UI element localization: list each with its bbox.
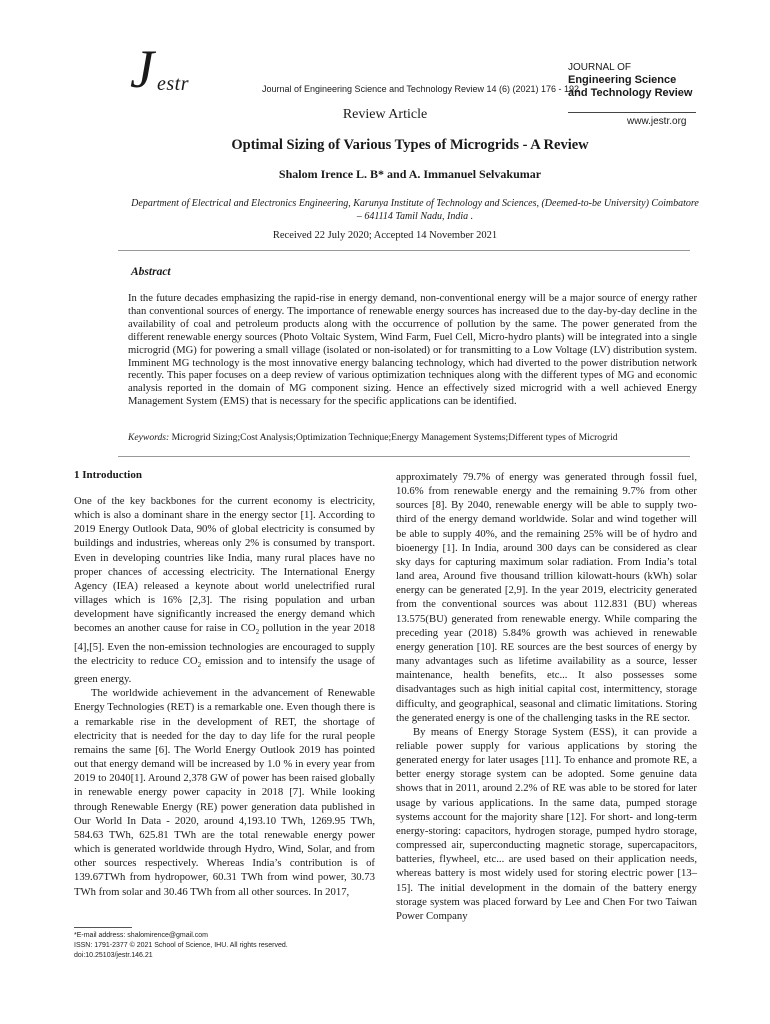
subscript: 2 xyxy=(255,628,260,637)
keywords-label: Keywords: xyxy=(128,432,170,443)
journal-name-line-2: and Technology Review xyxy=(568,87,693,99)
abstract-heading: Abstract xyxy=(131,266,171,278)
footnote-email: *E-mail address: shalomirence@gmail.com xyxy=(74,932,208,939)
paragraph: approximately 79.7% of energy was generated through fossil fuel, 10.6% from renewable energy and the remaining 9.7% from other sources [8]. By 2040, renewable energy will be able to supply two-third of the energy demand worldwide. Solar and wind together will be able to supply 40%, and the remaining 25% will be of hydro and bioenergy [1]. In India, around 300 days can be considered as clear sky days for capturing maximum solar radiation. From India’s total land area, Around five thousand trillion kilowatt-hours (kWh) solar energy can be generated [2,9]. In the year 2019, electricity generated from the conventional sources was about 112.831 (BU) whereas 13.575(BU) generated from renewable energy. While comparing the preceding year (2018) 5.84% growth was achieved in renewable energy generation [10]. RE sources are the best sources of energy by many advantages such as lifetime availability as a source, lesser maintenance, health benefits, etc... It also possesses some disadvantages such as high initial capital cost, intermittency, storage difficulty, and geographical, seasonal and climatic limitations. Storing the generated energy is one of the challenging tasks in the RE sector. xyxy=(396,471,697,724)
footnote-issn: ISSN: 1791-2377 © 2021 School of Science, IHU. All rights reserved. xyxy=(74,942,288,949)
journal-logo-text: estr xyxy=(157,73,189,95)
received-dates: Received 22 July 2020; Accepted 14 November 2021 xyxy=(272,230,498,241)
journal-citation-line: Journal of Engineering Science and Technology Review 14 (6) (2021) 176 - 192 xyxy=(262,84,580,94)
divider xyxy=(118,456,690,457)
paragraph: By means of Energy Storage System (ESS), it can provide a reliable power supply for various applications by storing the generated energy for later usages [11]. To enhance and promote RE, a better energy storage system can be adopted. Some genuine data shows that in 2011, around 2.2% of RE was able to be stored for later usage by various applications. In the same data, pumped storage systems account for the majority share [12]. For short- and long-term energy-storing: capacitors, hydrogen storage, pumped hydro storage, compressed air, superconducting magnetic storage, supercapacitors, batteries, flywheel, etc... are used based on their application needs, whereas battery is most widely used for storing electric power [13–15]. The initial development in the domain of the battery energy storage system was placed forward by Lee and Chen For two Taiwan Power Company xyxy=(396,725,697,922)
paper-title: Optimal Sizing of Various Types of Microgrids - A Review xyxy=(231,137,589,153)
author-affiliation: Department of Electrical and Electronics Engineering, Karunya Institute of Technology and Sciences, (Deemed-to-be University) Coimbatore – 641114 Tamil Nadu, India . xyxy=(131,198,699,222)
keywords-line xyxy=(128,432,697,443)
section-heading-introduction: 1 Introduction xyxy=(74,469,142,481)
footnote-rule xyxy=(74,927,132,928)
keywords-list: Microgrid Sizing;Cost Analysis;Optimization Technique;Energy Management Systems;Different types of Microgrid xyxy=(171,432,618,443)
subscript: 2 xyxy=(197,661,202,669)
paragraph-text: emission and to intensify the usage of green energy. xyxy=(74,654,375,686)
journal-of-label: JOURNAL OF xyxy=(568,62,631,73)
paper-authors: Shalom Irence L. B* and A. Immanuel Selvakumar xyxy=(278,167,542,181)
left-column xyxy=(74,494,375,899)
paragraph xyxy=(74,494,375,686)
article-type: Review Article xyxy=(342,107,428,122)
footnote-doi: doi:10.25103/jestr.146.21 xyxy=(74,952,153,959)
paragraph-text: pollution in the year 2018 [4],[5]. Even the non-emission technologies are encouraged to supply the electricity to reduce CO xyxy=(74,622,375,667)
paragraph-text: One of the key backbones for the current economy is electricity, which is also a dominant share in the energy sector [1]. According to 2019 Energy Outlook Data, 90% of global electricity is consumed by buildings and industries, whereas only 2% is consumed by transport. Even in developing countries like India, many rural places have no proper chances of accessing electricity. The International Energy Agency (IEA) released a keynote about world unelectrified rural villages which is 16% [2,3]. The rising population and urban development have significantly increased the energy demand which becomes an another cause for raise in CO xyxy=(74,495,375,635)
paragraph: The worldwide achievement in the advancement of Renewable Energy Technologies (RET) is a remarkable one. Even though there is a remarkable rise in the development of RET, the shortage of electricity that is needed for the day to day life for the rural people remains the same [6]. The World Energy Outlook 2019 has pointed out that energy demand will be increased by 1.0 % in every year from 2019 to 2040[1]. Around 2,378 GW of power has been raised globally in renewable energy power capacity in 2018 [7]. While looking through Renewable Energy (RE) power generation data published in Our World In Data - 2020, around 4,193.10 TWh, 1269.95 TWh, 584.63 TWh, 625.81 TWh are the total renewable energy power which is generated worldwide through Hydro, Wind, Solar, and from other sources respectively. Whereas India’s contribution is of 139.67TWh from hydropower, 60.31 TWh from wind power, 30.73 TWh from solar and 30.46 TWh from all other sources. In 2017, xyxy=(74,687,375,898)
journal-website: www.jestr.org xyxy=(627,116,687,127)
journal-logo-j: J xyxy=(130,39,154,99)
abstract-text: In the future decades emphasizing the rapid-rise in energy demand, non-conventional energy will be a major source of energy rather than conventional sources of energy. The importance of renewable energy sources has increased due to the day-by-day decline in the availability of coal and petroleum products along with the occurrence of pollution by the same. The power generated from the different renewable energy sources (Photo Voltaic System, Wind Farm, Fuel Cell, Micro-hydro plants) will be integrated into a single microgrid (MG) for powering a small village (isolated or non-isolated) or for transmitting to a Low Voltage (LV) distribution system. Imminent MG technology is the most innovative energy balancing technology, which had diverted to the power distribution network recently. This paper focuses on a deep review of various optimization techniques along with the different types of MG and economic analysis reported in the domain of MG component sizing. Hence an effectively sized microgrid with a well achieved Energy Management System (EMS) that is necessary for the specific applications can be identified. xyxy=(128,293,697,408)
right-column xyxy=(396,470,697,923)
journal-name-line-1: Engineering Science xyxy=(568,74,677,86)
divider xyxy=(118,250,690,251)
